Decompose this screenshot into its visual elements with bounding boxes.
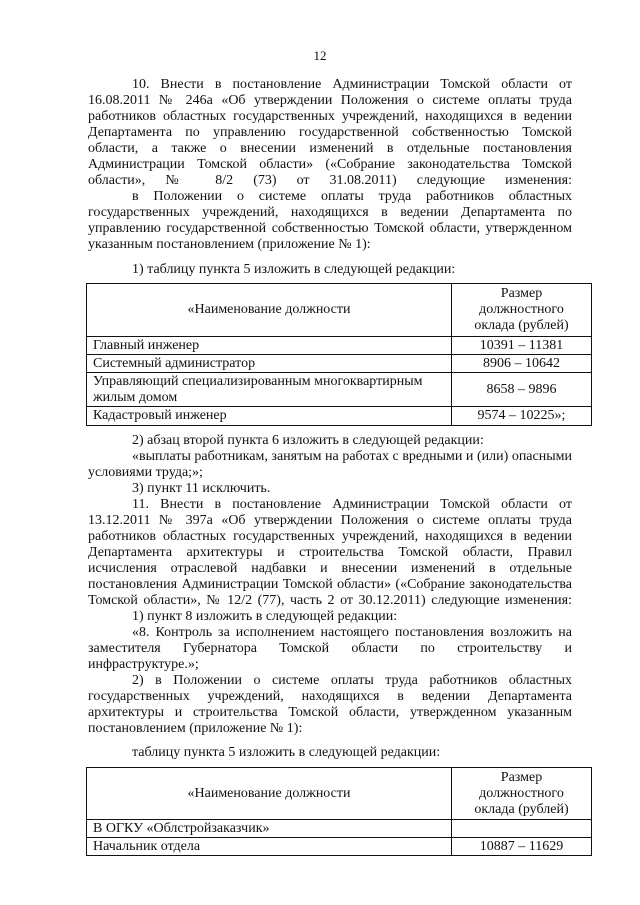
table1-header-position: «Наименование должности bbox=[87, 284, 452, 337]
table-row bbox=[87, 838, 592, 856]
item-10-sub1: 1) таблицу пункта 5 изложить в следующей редакции: bbox=[132, 262, 456, 277]
salary-table-1 bbox=[86, 283, 592, 426]
table2-header-salary: Размер должностного оклада (рублей) bbox=[452, 768, 592, 820]
item-11-sub2: 2) в Положении о системе оплаты труда работников областных государственных учреждений, находящихся в ведении Департамента архитектуры и строительства Томской области, утвержденном указанным постановлением (приложение № 1): bbox=[88, 673, 572, 736]
table-cell-salary: 8906 – 10642 bbox=[452, 355, 592, 373]
table-row bbox=[87, 355, 592, 373]
table-cell-salary: 10887 – 11629 bbox=[452, 838, 592, 856]
salary-table-2 bbox=[86, 767, 592, 856]
item-10-sub2: 2) абзац второй пункта 6 изложить в следующей редакции: bbox=[132, 433, 484, 448]
table-row bbox=[87, 337, 592, 355]
table-row bbox=[87, 373, 592, 407]
item-11-paragraph: 11. Внести в постановление Администрации Томской области от 13.12.2011 № 397а «Об утверждении Положения о системе оплаты труда работников областных государственных учреждений, находящихся в ведении Департамента архитектуры и строительства Томской области, Правил исчисления отраслевой надбавки и внесении изменений в отдельные постановления Администрации Томской области» («Собрание законодательства Томской области», № 12/2 (77), часть 2 от 30.12.2011) следующие изменения: bbox=[88, 497, 572, 608]
table-cell-salary: 10391 – 11381 bbox=[452, 337, 592, 355]
item-11-sub1: 1) пункт 8 изложить в следующей редакции: bbox=[132, 609, 398, 624]
table-cell-salary bbox=[452, 820, 592, 838]
table2-header-position: «Наименование должности bbox=[87, 768, 452, 820]
table-cell-position: В ОГКУ «Облстройзаказчик» bbox=[87, 820, 452, 838]
item-10-sub2-quote: «выплаты работникам, занятым на работах с вредными и (или) опасными условиями труда;»; bbox=[88, 449, 572, 480]
item-11-table-intro: таблицу пункта 5 изложить в следующей редакции: bbox=[132, 745, 441, 760]
table-cell-position: Кадастровый инженер bbox=[87, 407, 452, 426]
table-cell-salary: 8658 – 9896 bbox=[452, 373, 592, 407]
page-number: 12 bbox=[313, 48, 327, 63]
item-10-intro: в Положении о системе оплаты труда работников областных государственных учреждений, находящихся в ведении Департамента по управлению государственной собственностью Томской области, утвержденном указанным постановлением (приложение № 1): bbox=[88, 189, 572, 252]
table-cell-position: Главный инженер bbox=[87, 337, 452, 355]
table-cell-position: Начальник отдела bbox=[87, 838, 452, 856]
item-11-sub1-quote: «8. Контроль за исполнением настоящего постановления возложить на заместителя Губернатора Томской области по строительству и инфраструктуре.»; bbox=[88, 625, 572, 672]
table-row bbox=[87, 820, 592, 838]
item-10-paragraph: 10. Внести в постановление Администрации Томской области от 16.08.2011 № 246а «Об утверждении Положения о системе оплаты труда работников областных государственных учреждений, находящихся в ведении Департамента по управлению государственной собственностью Томской области, а также о внесении изменений в отдельные постановления Администрации Томской области» («Собрание законодательства Томской области», № 8/2 (73) от 31.08.2011) следующие изменения: bbox=[88, 77, 572, 188]
table-cell-position: Управляющий специализированным многоквартирным жилым домом bbox=[87, 373, 452, 407]
table-row bbox=[87, 407, 592, 426]
item-10-sub3: 3) пункт 11 исключить. bbox=[132, 481, 271, 496]
table-cell-position: Системный администратор bbox=[87, 355, 452, 373]
table-cell-salary: 9574 – 10225»; bbox=[452, 407, 592, 426]
table1-header-salary: Размер должностного оклада (рублей) bbox=[452, 284, 592, 337]
